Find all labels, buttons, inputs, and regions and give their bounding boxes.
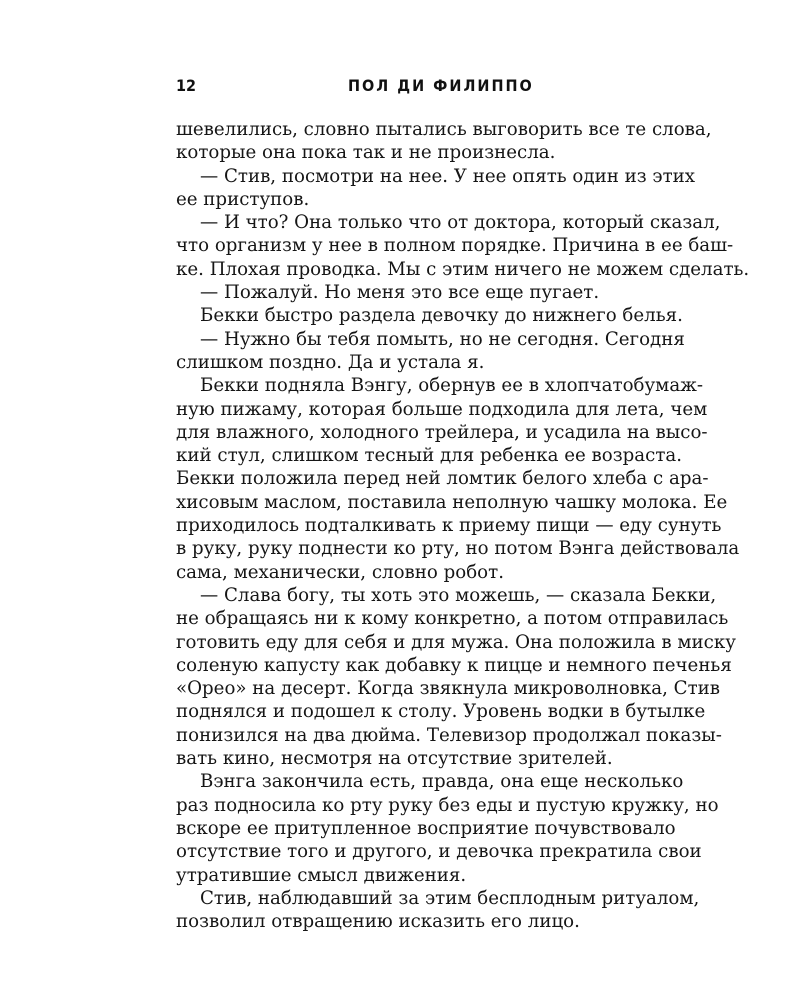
text-line: — Пожалуй. Но меня это все еще пугает.	[200, 282, 600, 304]
text-line: Бекки подняла Вэнгу, обернув ее в хлопчатобумаж-	[200, 375, 704, 397]
text-line: вать кино, несмотря на отсутствие зрителей.	[176, 748, 613, 770]
text-line: — Стив, посмотри на нее. У нее опять один из этих	[200, 165, 696, 187]
text-line: которые она пока так и не произнесла.	[176, 142, 556, 164]
text-line: Стив, наблюдавший за этим бесплодным ритуалом,	[200, 887, 700, 909]
text-line: готовить еду для себя и для мужа. Она положила в миску	[176, 631, 736, 653]
text-line: приходилось подталкивать к приему пищи — еду сунуть	[176, 515, 722, 537]
text-line: — И что? Она только что от доктора, который сказал,	[200, 212, 721, 234]
text-line: раз подносила ко рту руку без еды и пустую кружку, но	[176, 794, 719, 816]
page-header	[176, 76, 656, 100]
text-line: для влажного, холодного трейлера, и усадила на высо-	[176, 421, 708, 443]
text-line: слишком поздно. Да и устала я.	[176, 351, 485, 373]
text-line: Бекки быстро раздела девочку до нижнего белья.	[200, 305, 683, 327]
text-line: понизился на два дюйма. Телевизор продолжал показы-	[176, 724, 722, 746]
body-text	[176, 118, 750, 933]
text-line: ее приступов.	[176, 188, 310, 210]
text-line: — Нужно бы тебя помыть, но не сегодня. Сегодня	[200, 328, 685, 350]
text-line: шевелились, словно пытались выговорить все те слова,	[176, 119, 712, 140]
text-line: Вэнга закончила есть, правда, она еще несколько	[200, 771, 684, 793]
text-line: отсутствие того и другого, и девочка прекратила свои	[176, 841, 702, 863]
text-line: ке. Плохая проводка. Мы с этим ничего не можем сделать.	[176, 258, 750, 280]
text-line: в руку, руку поднести ко рту, но потом Вэнга действовала	[176, 538, 740, 560]
text-line: соленую капусту как добавку к пицце и немного печенья	[176, 654, 732, 676]
text-line: хисовым маслом, поставила неполную чашку молока. Ее	[176, 491, 728, 513]
text-line: — Слава богу, ты хоть это можешь, — сказала Бекки,	[200, 584, 717, 606]
text-line: что организм у нее в полном порядке. Причина в ее баш-	[176, 235, 734, 257]
running-head-author: ПОЛ ДИ ФИЛИППО	[348, 76, 534, 95]
text-line: сама, механически, словно робот.	[176, 561, 504, 583]
text-line: «Орео» на десерт. Когда звякнула микроволновка, Стив	[176, 678, 720, 700]
text-line: ную пижаму, которая больше подходила для лета, чем	[176, 398, 708, 420]
text-line: вскоре ее притупленное восприятие почувствовало	[176, 817, 676, 839]
text-line: поднялся и подошел к столу. Уровень водки в бутылке	[176, 701, 706, 723]
text-line: кий стул, слишком тесный для ребенка ее возраста.	[176, 445, 682, 467]
text-line: Бекки положила перед ней ломтик белого хлеба с ара-	[176, 468, 709, 490]
text-line: не обращаясь ни к кому конкретно, а потом отправилась	[176, 608, 729, 630]
text-line: утратившие смысл движения.	[176, 864, 467, 886]
page-number: 12	[176, 76, 197, 95]
text-line: позволил отвращению исказить его лицо.	[176, 911, 580, 933]
